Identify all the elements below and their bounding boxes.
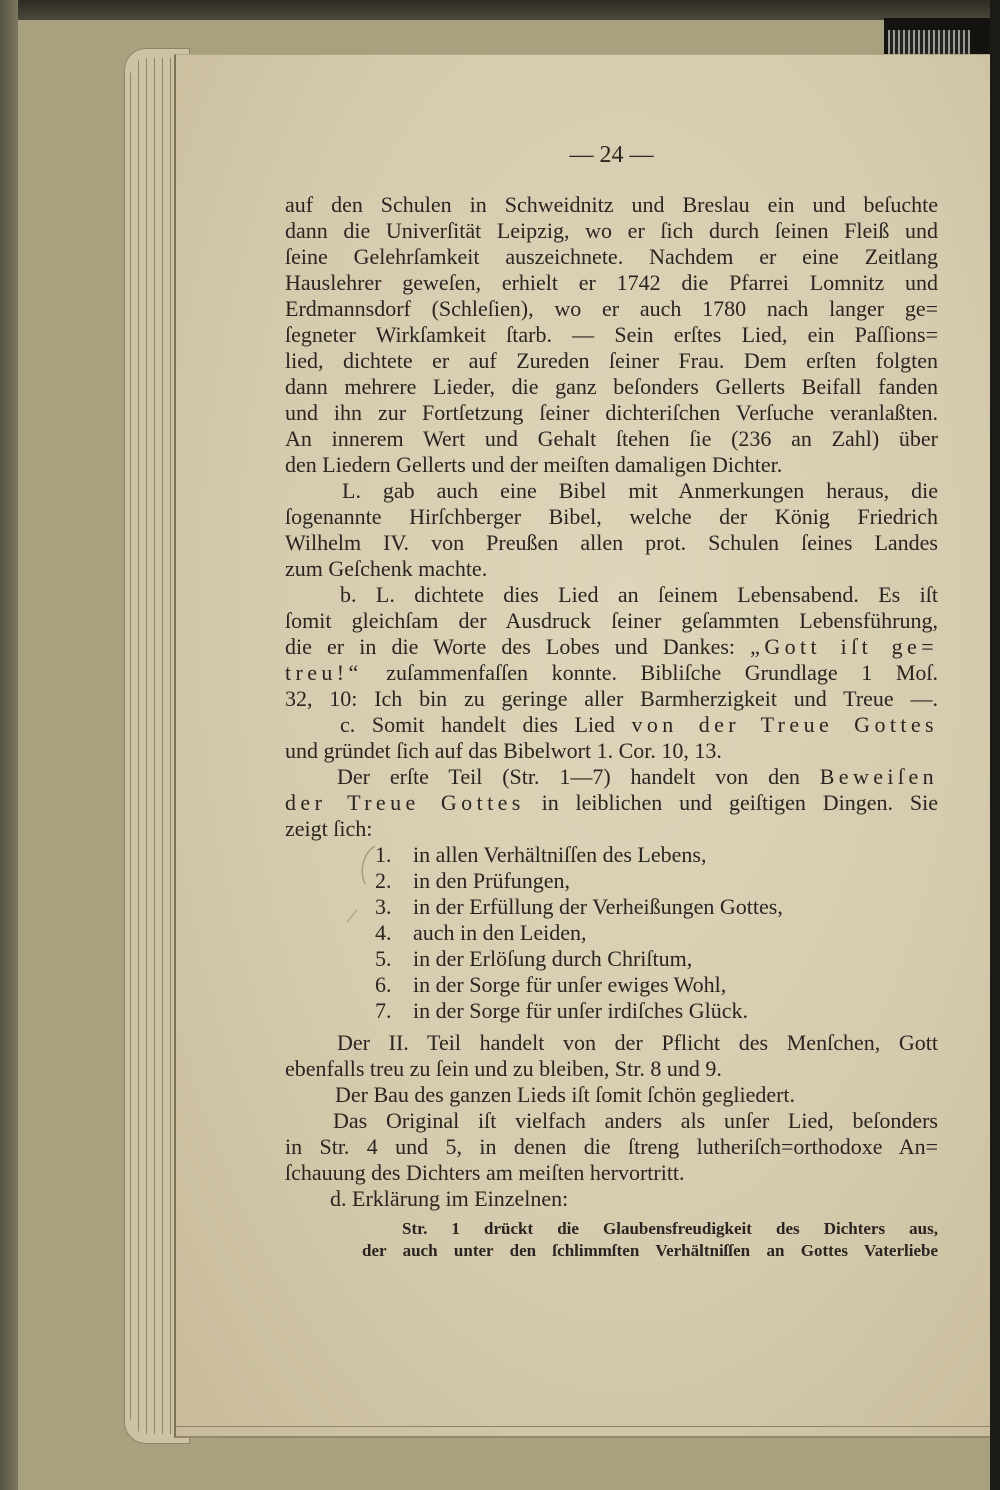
list-number: 3. [375,894,392,919]
text-line: und ihn zur Fortſetzung ſeiner dichteriſchen Verſuche veranlaßten. [285,400,938,425]
spaced-emphasis: treu!“ [285,660,363,685]
scan-border-left [0,0,18,1490]
list-item [285,972,938,998]
numbered-list [285,842,938,1024]
spaced-emphasis: von der Treue Gottes [631,712,938,737]
list-text: in der Erlöſung durch Chriſtum, [413,946,693,971]
text-line [285,634,938,660]
list-item [285,868,938,894]
body-text [285,192,938,1262]
text-line: lied, dichtete er auf Zureden ſeiner Frau. Dem erſten folgten [285,348,938,373]
list-number: 4. [375,920,392,945]
small-print [362,1218,938,1262]
text-line: Das Original iſt vielfach anders als unſer Lied, beſonders [333,1108,938,1133]
text-line: ebenfalls treu zu ſein und zu bleiben, Str. 8 und 9. [285,1056,722,1081]
list-text: in der Sorge für unſer ewiges Wohl, [413,972,727,997]
list-item [285,920,938,946]
page-bottom-edge [176,1426,990,1427]
text-segment: c. Somit handelt dies Lied [340,712,615,737]
text-line: Der II. Teil handelt von der Pflicht des Menſchen, Gott [337,1030,938,1055]
text-segment: die er in die Worte des Lobes und Dankes: [285,634,736,659]
text-line: Wilhelm IV. von Preußen allen prot. Schulen ſeines Landes [285,530,938,555]
text-line: dann mehrere Lieder, die ganz beſonders Gellerts Beifall fanden [285,374,938,399]
text-line: ſomit gleichſam der Ausdruck ſeiner geſammten Lebensführung, [285,608,938,633]
list-item [285,998,938,1024]
small-print-line: Str. 1 drückt die Glaubensfreudigkeit des Dichters aus, [402,1219,938,1238]
list-item [285,946,938,972]
text-line: An innerem Wert und Gehalt ſtehen ſie (236 an Zahl) über [285,426,938,451]
text-line: den Liedern Gellerts und der meiſten damaligen Dichter. [285,452,783,477]
text-line [285,660,938,686]
text-line: auf den Schulen in Schweidnitz und Breslau ein und beſuchte [285,192,938,217]
list-number: 2. [375,868,392,893]
text-line: und gründet ſich auf das Bibelwort 1. Cor. 10, 13. [285,738,722,763]
spaced-emphasis: der Treue Gottes [285,790,525,815]
text-segment: zuſammenfaſſen konnte. Bibliſche Grundlage 1 Moſ. [386,660,938,685]
text-line: Erdmannsdorf (Schleſien), wo er auch 1780 nach langer ge= [285,296,938,321]
list-item [285,894,938,920]
list-text: auch in den Leiden, [413,920,587,945]
text-line: ſchauung des Dichters am meiſten hervortritt. [285,1160,685,1185]
list-item [285,842,938,868]
scan-border-top [0,0,1000,20]
text-line: ſegneter Wirkſamkeit ſtarb. — Sein erſtes Lied, ein Paſſions= [285,322,938,347]
scan-border-right [990,0,1000,1490]
text-line [285,712,938,738]
list-number: 5. [375,946,392,971]
page-number: — 24 — [569,142,654,168]
text-line: zeigt ſich: [285,816,373,841]
list-number: 6. [375,972,392,997]
list-text: in der Erfüllung der Verheißungen Gottes, [413,894,783,919]
text-line: Der Bau des ganzen Lieds iſt ſomit ſchön gegliedert. [335,1082,796,1107]
spaced-emphasis: „Gott iſt ge= [750,634,939,659]
spaced-emphasis: Beweiſen [819,764,939,789]
list-number: 1. [375,842,392,867]
text-line: Hauslehrer geweſen, erhielt er 1742 die Pfarrei Lomnitz und [285,270,938,295]
text-line: ſeine Gelehrſamkeit auszeichnete. Nachdem er eine Zeitlang [285,244,938,269]
text-line: b. L. dichtete dies Lied an ſeinem Lebensabend. Es iſt [340,582,938,607]
section-heading: d. Erklärung im Einzelnen: [330,1186,569,1211]
binding-stripes [888,30,970,54]
list-text: in der Sorge für unſer irdiſches Glück. [413,998,749,1023]
text-line: 32, 10: Ich bin zu geringe aller Barmherzigkeit und Treue —. [285,686,938,711]
small-print-line: der auch unter den ſchlimmſten Verhältniſſen an Gottes Vaterliebe [362,1241,938,1260]
list-text: in den Prüfungen, [413,868,571,893]
text-line [285,764,938,790]
text-line [285,790,938,816]
text-segment: Der erſte Teil (Str. 1—7) handelt von den [337,764,800,789]
text-line: dann die Univerſität Leipzig, wo er ſich durch ſeinen Fleiß und [285,218,938,243]
text-segment: in leiblichen und geiſtigen Dingen. Sie [541,790,938,815]
text-line: zum Geſchenk machte. [285,556,488,581]
list-text: in allen Verhältniſſen des Lebens, [413,842,707,867]
text-line: L. gab auch eine Bibel mit Anmerkungen heraus, die [342,478,938,503]
list-number: 7. [375,998,392,1023]
text-line: in Str. 4 und 5, in denen die ſtreng lutheriſch=orthodoxe An= [285,1134,938,1159]
text-line: ſogenannte Hirſchberger Bibel, welche der König Friedrich [285,504,938,529]
